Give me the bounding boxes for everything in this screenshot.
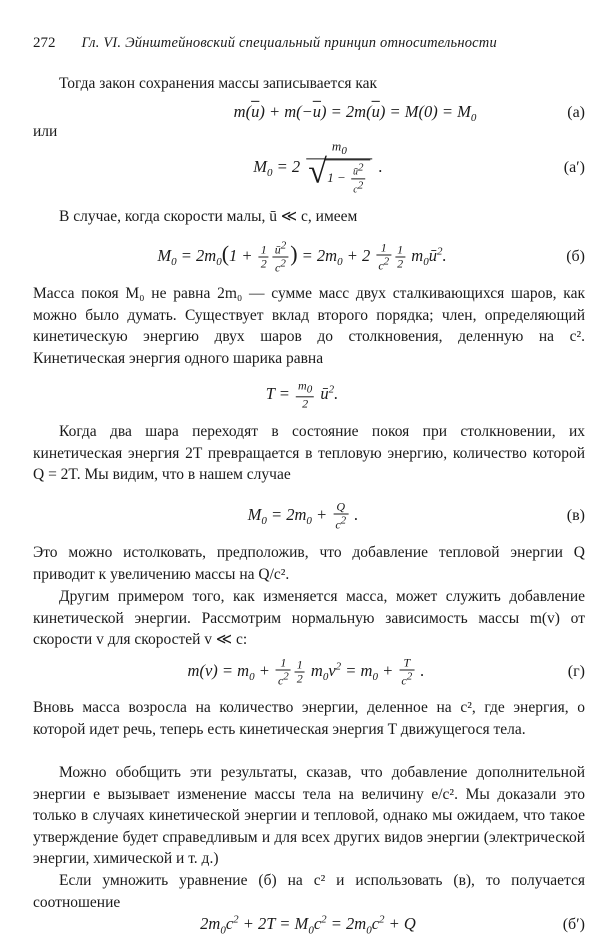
equation-b bbox=[0, 235, 613, 279]
paragraph-5: Когда два шара переходят в состояние покоя при столкновении, их кинетическая энергия 2T превращается в тепловую энергию, количество которой Q = 2T. Мы видим, что в нашем случае bbox=[33, 423, 585, 483]
equation-v-tag: (в) bbox=[566, 507, 585, 524]
equation-b-prime-formula: $2m_0c^2 + 2T = M_0c^2 = 2m_0c^2 + Q$ bbox=[200, 913, 416, 937]
paragraph-10: Если умножить уравнение (б) на c² и использовать (в), то получается соотношение bbox=[33, 872, 585, 911]
equation-a-prime-tag: (а′) bbox=[563, 159, 585, 176]
paragraph-9: Можно обобщить эти результаты, сказав, что добавление дополнительной энергии e вызывает изменение массы тела на величину e/c². Мы доказали это только в случаях кинетической энергии и тепловой, однако мы ожидаем, что такое утверждение будет справедливым и для всех других видов энергии (электрической энергии, химической и т. д.) bbox=[33, 764, 585, 867]
equation-v bbox=[0, 494, 613, 538]
paragraph-6: Это можно истолковать, предположив, что добавление тепловой энергии Q приводит к увеличению массы на Q/c². bbox=[33, 544, 585, 583]
equation-b-formula: $M_0 = 2m_0(1$ + $\frac{1}{2}$ $\frac{ū2}{c2}$ ) = $2m_0 + 2$ $\frac{1}{c2}$ $\frac{1}{2}$ $m_0ū^2$. bbox=[157, 239, 447, 275]
equation-a-formula: $m(\overline{u}) + m(-\overline{u}) = 2m(\overline{u}) = M(0) = M_0$ bbox=[233, 101, 477, 125]
equation-b-prime bbox=[0, 907, 613, 943]
equation-T-formula: T = $\frac{m0}{2}$ $ū^2$. bbox=[265, 378, 339, 411]
paragraph-2: или bbox=[33, 123, 58, 140]
paragraph-7: Другим примером того, как изменяется масса, может служить добавление кинетической энергии. Рассмотрим нормальную зависимость массы m(v) от скорости v для скоростей v ≪ c: bbox=[33, 588, 585, 648]
paragraph-1: Тогда закон сохранения массы записывается как bbox=[59, 75, 378, 92]
equation-a-prime-formula: $M_0 = 2$ $m_0$ √ 1 − $\frac{ū2}{c2}$ . bbox=[253, 138, 383, 196]
equation-g-tag: (г) bbox=[567, 663, 585, 680]
equation-T bbox=[0, 373, 613, 417]
running-title: Гл. VI. Эйнштейновский специальный принцип относительности bbox=[81, 35, 497, 51]
equation-v-formula: $M_0 = 2m_0$ + $\frac{Q}{c2}$ . bbox=[247, 499, 359, 532]
equation-g-formula: $m(v) = m_0$ + $\frac{1}{c2}$ $\frac{1}{2}$ $m_0v^2 = m_0$ + $\frac{T}{c2}$ . bbox=[187, 655, 425, 688]
running-header bbox=[33, 34, 593, 54]
page-number: 272 bbox=[33, 35, 56, 51]
equation-a-tag: (а) bbox=[567, 104, 585, 121]
equation-b-prime-tag: (б′) bbox=[562, 916, 585, 933]
equation-g bbox=[0, 650, 613, 694]
paragraph-8: Вновь масса возросла на количество энергии, деленное на c², где энергия, о которой идет речь, теперь есть кинетическая энергия T движущегося тела. bbox=[33, 699, 585, 738]
equation-b-tag: (б) bbox=[566, 248, 585, 265]
equation-a-prime bbox=[0, 140, 613, 196]
paragraph-3: В случае, когда скорости малы, ū ≪ c, имеем bbox=[59, 208, 358, 225]
paragraph-4: Масса покоя M₀ не равна 2m₀ — сумме масс двух сталкивающихся шаров, как можно было думать. Существует вклад второго порядка; член, определяющий кинетическую энергию двух шаров до столкновения, деленную на c². Кинетическая энергия одного шарика равна bbox=[33, 285, 585, 367]
